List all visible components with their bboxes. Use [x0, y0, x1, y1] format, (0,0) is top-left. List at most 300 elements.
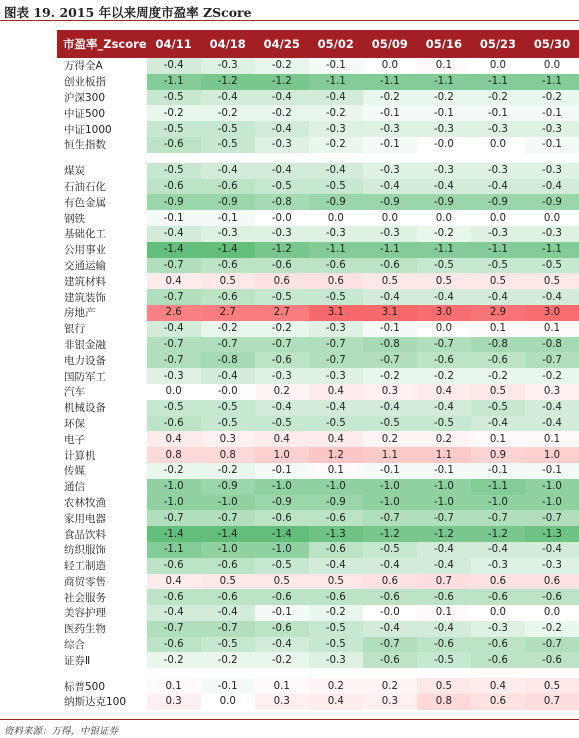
value-cell: -0.4 — [363, 621, 417, 637]
row-label: 医药生物 — [64, 623, 106, 636]
value-cell: -0.5 — [255, 416, 309, 432]
value-cell: -0.3 — [471, 558, 525, 574]
value-cell: -1.0 — [147, 495, 201, 511]
value-cell: -0.3 — [417, 121, 471, 137]
value-cell: -0.3 — [309, 226, 363, 242]
value-cell: -0.2 — [417, 90, 471, 106]
value-cell: -0.5 — [417, 258, 471, 274]
value-cell: 0.0 — [471, 210, 525, 226]
row-label: 房地产 — [64, 307, 96, 320]
table-row — [57, 194, 579, 210]
row-label: 交通运输 — [64, 259, 106, 272]
value-cell: 0.8 — [201, 447, 255, 463]
table-header-row — [57, 30, 579, 58]
value-cell: -0.4 — [309, 400, 363, 416]
value-cell: -0.5 — [309, 289, 363, 305]
table-row — [57, 589, 579, 605]
row-label: 创业板指 — [64, 76, 106, 89]
value-cell: -0.2 — [255, 321, 309, 337]
value-cell: -0.7 — [147, 258, 201, 274]
value-cell: -0.4 — [201, 90, 255, 106]
value-cell: -1.1 — [417, 74, 471, 90]
row-label: 电力设备 — [64, 354, 106, 367]
value-cell: -1.4 — [255, 526, 309, 542]
value-cell: -0.6 — [255, 352, 309, 368]
row-label: 电子 — [64, 433, 85, 446]
value-cell: -0.0 — [363, 605, 417, 621]
table-row — [57, 400, 579, 416]
value-cell: -0.2 — [201, 321, 255, 337]
value-cell: -1.3 — [309, 526, 363, 542]
value-cell: -1.0 — [255, 542, 309, 558]
column-header: 04/18 — [201, 30, 255, 58]
value-cell: -1.1 — [471, 74, 525, 90]
column-header: 05/16 — [417, 30, 471, 58]
value-cell: 0.4 — [309, 384, 363, 400]
row-label: 万得全A — [64, 60, 103, 73]
value-cell: -1.4 — [201, 242, 255, 258]
value-cell: -0.4 — [417, 400, 471, 416]
value-cell: -0.5 — [255, 289, 309, 305]
value-cell: -0.6 — [363, 258, 417, 274]
value-cell: -0.3 — [309, 321, 363, 337]
value-cell: -1.2 — [255, 74, 309, 90]
row-label: 石油石化 — [64, 180, 106, 193]
value-cell: -1.0 — [525, 495, 579, 511]
value-cell: -0.4 — [255, 163, 309, 179]
value-cell: -0.1 — [525, 463, 579, 479]
value-cell: -0.9 — [417, 194, 471, 210]
value-cell: -0.9 — [201, 194, 255, 210]
value-cell: 0.3 — [201, 431, 255, 447]
value-cell: 0.0 — [363, 58, 417, 74]
value-cell: -0.6 — [471, 589, 525, 605]
value-cell: -0.7 — [147, 621, 201, 637]
value-cell: -1.0 — [525, 479, 579, 495]
value-cell: -1.1 — [417, 242, 471, 258]
table-row — [57, 574, 579, 590]
value-cell: -0.1 — [363, 105, 417, 121]
row-label: 商贸零售 — [64, 575, 106, 588]
table-row — [57, 163, 579, 179]
value-cell: -1.4 — [201, 526, 255, 542]
value-cell: 0.1 — [147, 678, 201, 694]
value-cell: 1.2 — [309, 447, 363, 463]
table-row — [57, 90, 579, 106]
row-label: 通信 — [64, 481, 85, 494]
value-cell: -1.1 — [363, 74, 417, 90]
value-cell: 0.1 — [471, 321, 525, 337]
value-cell: 3.1 — [309, 305, 363, 321]
value-cell: 0.5 — [471, 273, 525, 289]
value-cell: 2.9 — [471, 305, 525, 321]
row-label: 计算机 — [64, 449, 96, 462]
value-cell: 2.7 — [201, 305, 255, 321]
value-cell: -0.4 — [309, 90, 363, 106]
table-row — [57, 447, 579, 463]
value-cell: -0.5 — [147, 121, 201, 137]
value-cell: 0.2 — [363, 678, 417, 694]
value-cell: -0.4 — [363, 179, 417, 195]
value-cell: -0.6 — [417, 589, 471, 605]
value-cell: -0.2 — [147, 652, 201, 668]
value-cell: -1.0 — [363, 479, 417, 495]
value-cell: -0.3 — [147, 368, 201, 384]
value-cell: -0.9 — [309, 194, 363, 210]
value-cell: -0.7 — [201, 621, 255, 637]
value-cell: -1.1 — [309, 74, 363, 90]
table-row — [57, 258, 579, 274]
value-cell: 0.0 — [471, 58, 525, 74]
value-cell: 3.0 — [525, 305, 579, 321]
value-cell: -0.6 — [309, 258, 363, 274]
value-cell: -0.4 — [471, 416, 525, 432]
row-label: 纳斯达克100 — [64, 696, 127, 709]
value-cell: -0.6 — [147, 637, 201, 653]
value-cell: -0.3 — [417, 163, 471, 179]
value-cell: 0.4 — [147, 574, 201, 590]
row-label: 沪深300 — [64, 91, 106, 104]
value-cell: 0.5 — [363, 273, 417, 289]
value-cell: -0.7 — [417, 337, 471, 353]
value-cell: -0.5 — [147, 400, 201, 416]
value-cell: -0.1 — [417, 463, 471, 479]
value-cell: -0.0 — [201, 384, 255, 400]
value-cell: -0.6 — [201, 558, 255, 574]
value-cell: -0.6 — [147, 558, 201, 574]
value-cell: 0.5 — [309, 574, 363, 590]
table-row — [57, 463, 579, 479]
value-cell: -0.8 — [363, 337, 417, 353]
value-cell: -1.1 — [525, 74, 579, 90]
value-cell: -1.1 — [147, 542, 201, 558]
value-cell: -0.7 — [147, 337, 201, 353]
value-cell: 0.6 — [525, 574, 579, 590]
value-cell: -0.3 — [363, 226, 417, 242]
value-cell: -1.0 — [147, 479, 201, 495]
table-row — [57, 137, 579, 153]
value-cell: -0.6 — [309, 542, 363, 558]
value-cell: -0.7 — [147, 352, 201, 368]
value-cell: -1.3 — [525, 526, 579, 542]
value-cell: -0.4 — [309, 163, 363, 179]
value-cell: 0.3 — [147, 694, 201, 710]
value-cell: -0.2 — [471, 368, 525, 384]
value-cell: -0.5 — [147, 163, 201, 179]
row-label: 标普500 — [64, 680, 106, 693]
value-cell: -0.9 — [525, 194, 579, 210]
value-cell: -0.6 — [147, 589, 201, 605]
row-label: 汽车 — [64, 386, 85, 399]
value-cell: -0.8 — [471, 337, 525, 353]
table-body — [57, 58, 579, 710]
value-cell: -0.6 — [525, 589, 579, 605]
value-cell: 2.6 — [147, 305, 201, 321]
row-label: 纺织服饰 — [64, 544, 106, 557]
table-row — [57, 694, 579, 710]
table-row — [57, 242, 579, 258]
value-cell: 0.4 — [309, 431, 363, 447]
row-label: 煤炭 — [64, 165, 85, 178]
value-cell: -0.7 — [525, 510, 579, 526]
zscore-table — [57, 30, 579, 710]
value-cell: -0.8 — [201, 352, 255, 368]
value-cell: 0.3 — [363, 384, 417, 400]
value-cell: 0.6 — [309, 273, 363, 289]
value-cell: -0.5 — [363, 416, 417, 432]
value-cell: -0.4 — [147, 226, 201, 242]
value-cell: -0.5 — [201, 416, 255, 432]
row-label: 建筑装饰 — [64, 291, 106, 304]
value-cell: -0.6 — [255, 589, 309, 605]
value-cell: -1.2 — [417, 526, 471, 542]
value-cell: 0.2 — [417, 431, 471, 447]
value-cell: -0.1 — [417, 105, 471, 121]
value-cell: -0.5 — [471, 400, 525, 416]
value-cell: 0.0 — [471, 605, 525, 621]
row-label: 恒生指数 — [64, 139, 106, 152]
value-cell: -0.1 — [363, 321, 417, 337]
value-cell: -0.3 — [525, 121, 579, 137]
value-cell: -0.2 — [363, 368, 417, 384]
table-row — [57, 605, 579, 621]
value-cell: -0.7 — [255, 337, 309, 353]
value-cell: 0.5 — [471, 384, 525, 400]
value-cell: -1.1 — [471, 479, 525, 495]
value-cell: -0.5 — [201, 637, 255, 653]
value-cell: -0.8 — [255, 194, 309, 210]
table-row — [57, 226, 579, 242]
value-cell: -0.4 — [417, 621, 471, 637]
value-cell: -0.7 — [363, 637, 417, 653]
value-cell: -0.2 — [363, 90, 417, 106]
value-cell: -0.7 — [201, 510, 255, 526]
value-cell: -0.1 — [471, 105, 525, 121]
value-cell: 0.6 — [471, 694, 525, 710]
value-cell: -0.4 — [201, 605, 255, 621]
value-cell: 0.5 — [201, 574, 255, 590]
value-cell: -0.3 — [471, 226, 525, 242]
table-row — [57, 526, 579, 542]
value-cell: -0.5 — [201, 400, 255, 416]
value-cell: -1.0 — [255, 479, 309, 495]
value-cell: -0.9 — [363, 194, 417, 210]
value-cell: 1.1 — [363, 447, 417, 463]
value-cell: -0.3 — [309, 368, 363, 384]
value-cell: -0.3 — [471, 121, 525, 137]
value-cell: -0.2 — [309, 105, 363, 121]
table-row — [57, 542, 579, 558]
value-cell: -0.2 — [255, 105, 309, 121]
value-cell: 1.0 — [255, 447, 309, 463]
value-cell: -0.1 — [255, 605, 309, 621]
value-cell: -1.0 — [417, 495, 471, 511]
value-cell: -1.1 — [363, 242, 417, 258]
value-cell: 3.1 — [363, 305, 417, 321]
value-cell: -0.6 — [255, 621, 309, 637]
value-cell: -0.0 — [255, 210, 309, 226]
value-cell: -0.1 — [363, 137, 417, 153]
table-row — [57, 321, 579, 337]
value-cell: -0.7 — [309, 337, 363, 353]
value-cell: -0.6 — [201, 179, 255, 195]
value-cell: 0.1 — [255, 678, 309, 694]
source-note: 资料来源：万得，中银证券 — [4, 726, 119, 737]
value-cell: -0.5 — [309, 416, 363, 432]
value-cell: -0.4 — [525, 416, 579, 432]
row-label: 环保 — [64, 417, 85, 430]
value-cell: -0.3 — [471, 621, 525, 637]
value-cell: -0.4 — [525, 179, 579, 195]
value-cell: -0.6 — [201, 589, 255, 605]
footer-divider — [0, 719, 579, 720]
value-cell: -0.1 — [147, 210, 201, 226]
table-row — [57, 621, 579, 637]
column-header: 04/25 — [255, 30, 309, 58]
spacer-cell — [57, 668, 579, 678]
value-cell: -1.2 — [471, 526, 525, 542]
table-row — [57, 416, 579, 432]
value-cell: 0.0 — [525, 210, 579, 226]
row-label: 综合 — [64, 639, 85, 652]
row-label: 中证500 — [64, 107, 106, 120]
value-cell: 1.1 — [417, 447, 471, 463]
value-cell: -0.4 — [525, 289, 579, 305]
value-cell: -0.2 — [201, 652, 255, 668]
value-cell: -0.0 — [417, 137, 471, 153]
value-cell: -0.2 — [255, 58, 309, 74]
value-cell: 0.5 — [417, 273, 471, 289]
value-cell: -0.4 — [363, 558, 417, 574]
value-cell: -0.7 — [147, 510, 201, 526]
value-cell: -0.6 — [471, 352, 525, 368]
column-header: 05/09 — [363, 30, 417, 58]
value-cell: 0.5 — [255, 574, 309, 590]
table-row — [57, 305, 579, 321]
table-row — [57, 384, 579, 400]
value-cell: -0.4 — [147, 605, 201, 621]
value-cell: -0.5 — [417, 652, 471, 668]
column-header: 04/11 — [147, 30, 201, 58]
value-cell: 0.2 — [255, 384, 309, 400]
table-row — [57, 652, 579, 668]
row-label: 社会服务 — [64, 591, 106, 604]
value-cell: -1.0 — [309, 479, 363, 495]
row-label: 传媒 — [64, 465, 85, 478]
value-cell: -0.3 — [525, 163, 579, 179]
table-row — [57, 678, 579, 694]
value-cell: -0.2 — [471, 90, 525, 106]
value-cell: -0.4 — [471, 179, 525, 195]
value-cell: 0.1 — [525, 431, 579, 447]
table-row — [57, 495, 579, 511]
value-cell: 0.0 — [363, 210, 417, 226]
table-row — [57, 637, 579, 653]
value-cell: -0.5 — [201, 121, 255, 137]
value-cell: -1.0 — [417, 479, 471, 495]
value-cell: -0.6 — [147, 179, 201, 195]
value-cell: -0.1 — [309, 58, 363, 74]
row-label: 非银金融 — [64, 338, 106, 351]
value-cell: -0.6 — [255, 510, 309, 526]
value-cell: -1.1 — [309, 242, 363, 258]
value-cell: -0.9 — [201, 479, 255, 495]
table-row — [57, 273, 579, 289]
table-row — [57, 179, 579, 195]
value-cell: -0.4 — [471, 542, 525, 558]
value-cell: -0.4 — [525, 542, 579, 558]
value-cell: -0.6 — [471, 652, 525, 668]
row-label: 钢铁 — [64, 212, 85, 225]
table-row — [57, 510, 579, 526]
value-cell: -0.5 — [147, 90, 201, 106]
value-cell: -0.9 — [147, 194, 201, 210]
value-cell: -0.4 — [363, 289, 417, 305]
row-label: 中证1000 — [64, 123, 112, 136]
value-cell: -0.5 — [363, 542, 417, 558]
row-label: 公用事业 — [64, 244, 106, 257]
value-cell: -0.6 — [363, 652, 417, 668]
value-cell: 0.0 — [417, 321, 471, 337]
row-label: 美容护理 — [64, 607, 106, 620]
value-cell: -0.2 — [147, 105, 201, 121]
value-cell: -0.3 — [309, 652, 363, 668]
value-cell: -0.5 — [525, 258, 579, 274]
value-cell: -0.5 — [471, 258, 525, 274]
row-header-label: 市盈率_Zscore — [57, 30, 147, 58]
table-row — [57, 210, 579, 226]
value-cell: -0.2 — [201, 463, 255, 479]
row-label: 轻工制造 — [64, 560, 106, 573]
value-cell: 0.0 — [201, 694, 255, 710]
value-cell: 0.1 — [525, 321, 579, 337]
value-cell: -0.1 — [201, 210, 255, 226]
value-cell: -0.3 — [255, 137, 309, 153]
title-divider — [0, 20, 579, 21]
value-cell: -0.3 — [363, 163, 417, 179]
value-cell: -0.6 — [309, 510, 363, 526]
value-cell: -0.2 — [525, 90, 579, 106]
value-cell: 0.1 — [417, 605, 471, 621]
value-cell: 0.4 — [417, 384, 471, 400]
value-cell: -0.3 — [525, 558, 579, 574]
value-cell: -0.2 — [255, 652, 309, 668]
value-cell: -0.1 — [525, 105, 579, 121]
table-row — [57, 352, 579, 368]
value-cell: 0.0 — [525, 605, 579, 621]
value-cell: 0.1 — [309, 463, 363, 479]
value-cell: -0.7 — [309, 352, 363, 368]
value-cell: 0.0 — [147, 384, 201, 400]
value-cell: -0.3 — [471, 163, 525, 179]
value-cell: -0.5 — [255, 558, 309, 574]
value-cell: 0.7 — [525, 694, 579, 710]
value-cell: -0.4 — [309, 558, 363, 574]
value-cell: -0.7 — [363, 352, 417, 368]
value-cell: -0.4 — [201, 163, 255, 179]
value-cell: 0.1 — [471, 431, 525, 447]
value-cell: -0.6 — [201, 289, 255, 305]
table-row — [57, 368, 579, 384]
value-cell: -0.2 — [309, 605, 363, 621]
value-cell: -0.9 — [471, 194, 525, 210]
value-cell: 0.3 — [363, 694, 417, 710]
value-cell: -0.3 — [201, 226, 255, 242]
value-cell: -1.4 — [147, 242, 201, 258]
value-cell: 0.4 — [309, 694, 363, 710]
column-header: 05/30 — [525, 30, 579, 58]
value-cell: -0.4 — [255, 637, 309, 653]
